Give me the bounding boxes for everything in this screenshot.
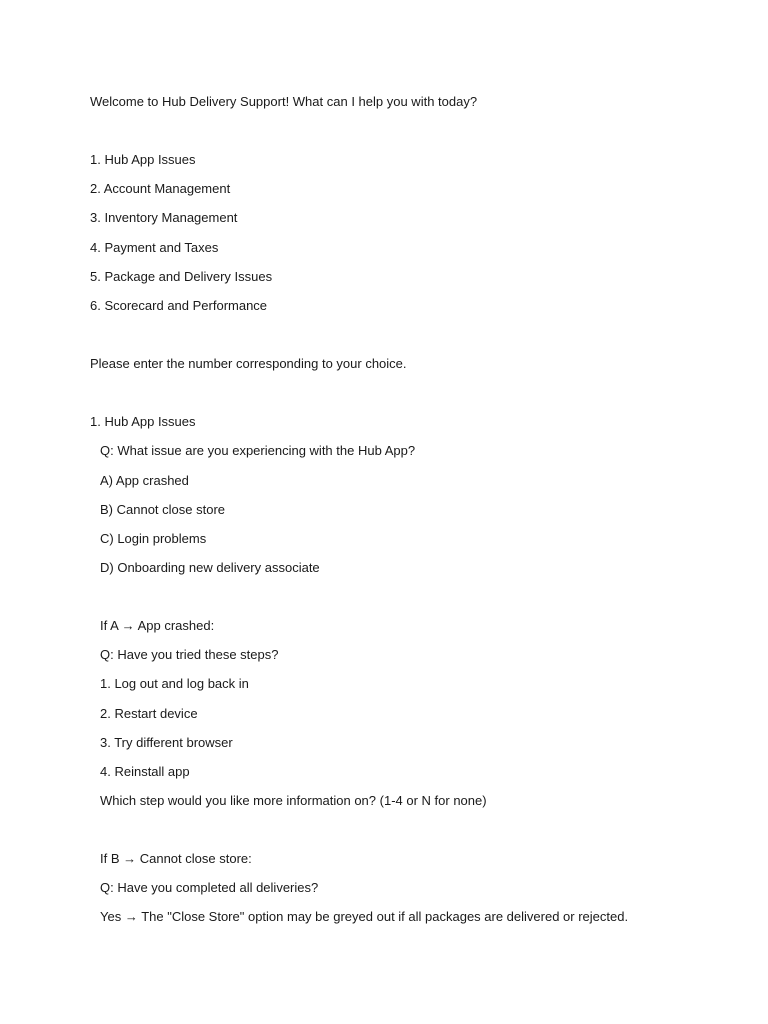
branch-a-step-4: 4. Reinstall app (100, 764, 190, 779)
option-c: C) Login problems (100, 531, 207, 546)
menu-item-package: 5. Package and Delivery Issues (90, 269, 273, 284)
section-question: Q: What issue are you experiencing with the Hub App? (100, 443, 416, 458)
branch-b-answer-yes: Yes → The "Close Store" option may be greyed out if all packages are delivered or rejected. (100, 909, 629, 924)
menu-item-account: 2. Account Management (90, 181, 231, 196)
branch-a-step-1: 1. Log out and log back in (100, 676, 249, 691)
branch-a-step-2: 2. Restart device (100, 706, 198, 721)
option-b: B) Cannot close store (100, 502, 226, 517)
menu-item-payment: 4. Payment and Taxes (90, 240, 219, 255)
option-a: A) App crashed (100, 473, 189, 488)
branch-b-heading: If B → Cannot close store: (100, 851, 252, 866)
menu-item-hub-app: 1. Hub App Issues (90, 152, 196, 167)
choice-prompt: Please enter the number corresponding to your choice. (90, 356, 407, 371)
branch-a-followup: Which step would you like more information on? (1-4 or N for none) (100, 793, 487, 808)
branch-b-question: Q: Have you completed all deliveries? (100, 880, 319, 895)
greeting-text: Welcome to Hub Delivery Support! What can I help you with today? (90, 94, 478, 109)
branch-a-heading: If A → App crashed: (100, 618, 215, 633)
option-d: D) Onboarding new delivery associate (100, 560, 320, 575)
section-heading-hub-app: 1. Hub App Issues (90, 414, 196, 429)
menu-item-scorecard: 6. Scorecard and Performance (90, 298, 268, 313)
menu-item-inventory: 3. Inventory Management (90, 210, 238, 225)
branch-a-question: Q: Have you tried these steps? (100, 647, 279, 662)
branch-a-step-3: 3. Try different browser (100, 735, 233, 750)
